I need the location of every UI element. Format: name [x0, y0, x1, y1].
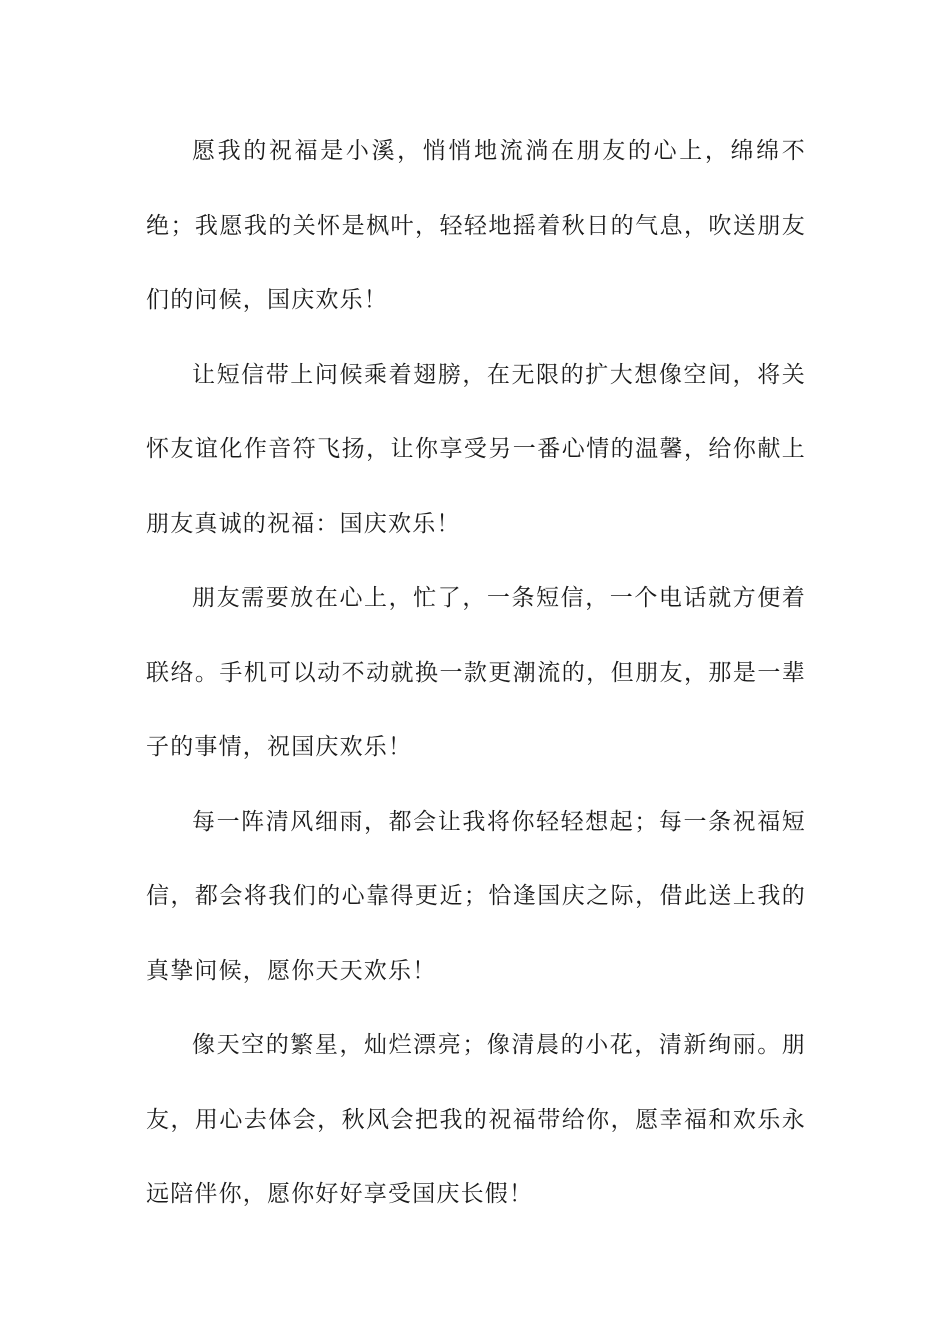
paragraph-4: 每一阵清风细雨，都会让我将你轻轻想起；每一条祝福短信，都会将我们的心靠得更近；恰逢国庆之际，借此送上我的真挚问候，愿你天天欢乐！ [146, 808, 806, 984]
paragraph-2: 让短信带上问候乘着翅膀，在无限的扩大想像空间，将关怀友谊化作音符飞扬，让你享受另一番心情的温馨，给你献上朋友真诚的祝福：国庆欢乐！ [146, 361, 806, 537]
paragraph-3: 朋友需要放在心上，忙了，一条短信，一个电话就方便着联络。手机可以动不动就换一款更潮流的，但朋友，那是一辈子的事情，祝国庆欢乐！ [146, 585, 806, 760]
document-body [146, 114, 806, 1232]
paragraph-5: 像天空的繁星，灿烂漂亮；像清晨的小花，清新绚丽。朋友，用心去体会，秋风会把我的祝福带给你，愿幸福和欢乐永远陪伴你，愿你好好享受国庆长假！ [146, 1032, 806, 1207]
paragraph-1: 愿我的祝福是小溪，悄悄地流淌在朋友的心上，绵绵不绝；我愿我的关怀是枫叶，轻轻地摇着秋日的气息，吹送朋友们的问候，国庆欢乐！ [146, 138, 806, 313]
